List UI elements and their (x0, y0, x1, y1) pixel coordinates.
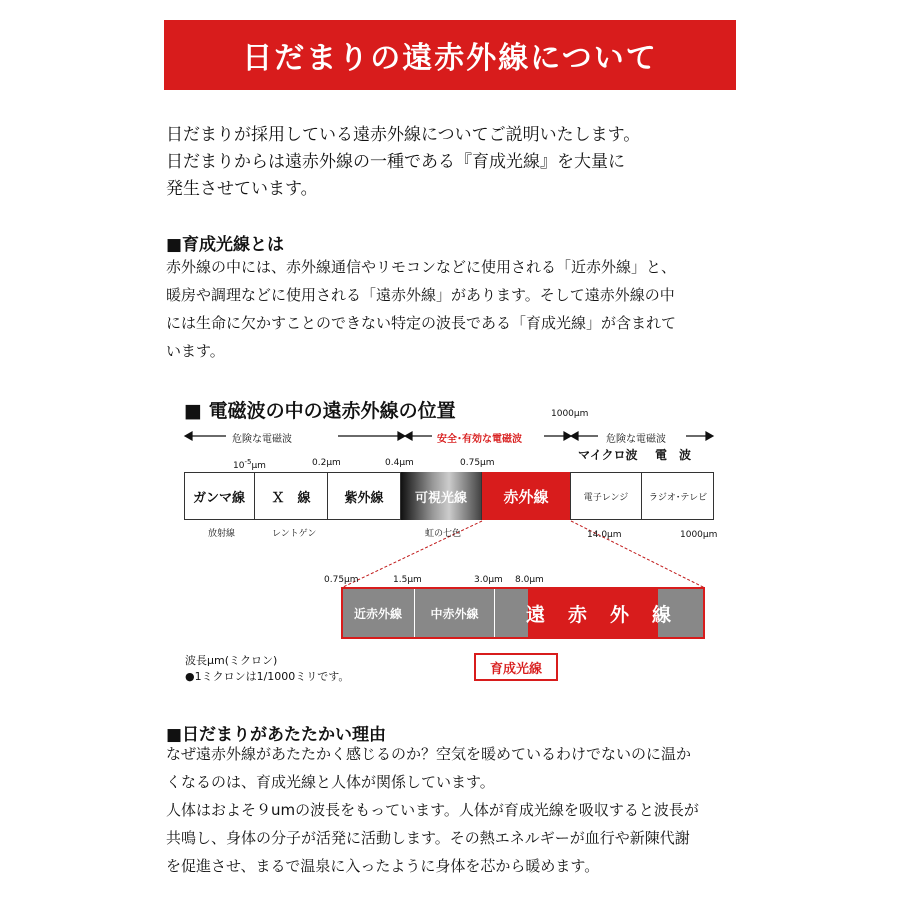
paragraph-line: くなるのは、育成光線と人体が関係しています。 (166, 773, 495, 791)
unit-note: 波長μm(ミクロン) (185, 654, 278, 667)
warmth-reason-paragraph (166, 740, 786, 880)
wavelength-0-4: 0.4μm (385, 458, 414, 468)
section-title-growth-rays: ■育成光線とは (166, 235, 285, 255)
band-xray: Ｘ 線 (255, 472, 328, 520)
intro-line: 日だまりからは遠赤外線の一種である『育成光線』を大量に (166, 152, 625, 172)
label-xray-photo: レントゲン (272, 529, 317, 539)
band-microwave-oven: 電子レンジ (571, 472, 642, 520)
paragraph-line: 赤外線の中には、赤外線通信やリモコンなどに使用される「近赤外線」と、 (166, 258, 677, 276)
band-mid-ir: 中赤外線 (414, 589, 495, 637)
micron-note: ●1ミクロンは1/1000ミリです。 (185, 670, 350, 683)
paragraph-line: 暖房や調理などに使用される「遠赤外線」があります。そして遠赤外線の中 (166, 286, 675, 304)
zoom-1-5: 1.5μm (393, 575, 422, 585)
paragraph-line: には生命に欠かすことのできない特定の波長である「育成光線」が含まれて (166, 314, 677, 332)
safe-em-label: 安全･有効な電磁波 (437, 434, 522, 445)
growth-rays-paragraph (166, 253, 676, 365)
zoom-3-0: 3.0μm (474, 575, 503, 585)
section-title-warmth-reason: ■日だまりがあたたかい理由 (166, 725, 387, 745)
growth-ray-badge (474, 653, 558, 681)
label-1000um-top: 1000μm (551, 409, 589, 419)
wavelength-1e-5: $10^{-5}\mu m$ (233, 458, 266, 471)
intro-line: 日だまりが採用している遠赤外線についてご説明いたします。 (166, 125, 641, 145)
diagram-title: ■ 電磁波の中の遠赤外線の位置 (184, 400, 456, 422)
dangerous-em-right: 危険な電磁波 (606, 434, 666, 445)
wavelength-0-2: 0.2μm (312, 458, 341, 468)
microwave-label: マイクロ波 (578, 448, 638, 462)
label-14um: 14.0μm (587, 530, 622, 540)
band-near-ir: 近赤外線 (343, 589, 413, 637)
band-uv: 紫外線 (328, 472, 401, 520)
paragraph-line: を促進させ、まるで温泉に入ったように身体を芯から暖めます。 (166, 857, 600, 875)
title-banner (164, 20, 736, 90)
label-radiation: 放射線 (208, 529, 236, 539)
zoom-0-75: 0.75μm (324, 575, 359, 585)
band-radio-tv: ラジオ･テレビ (648, 492, 708, 503)
intro-line: 発生させています。 (166, 179, 318, 199)
radio-wave-label: 電 波 (655, 448, 692, 462)
label-rainbow: 虹の七色 (425, 529, 462, 539)
paragraph-line: います。 (166, 342, 225, 360)
paragraph-line: なぜ遠赤外線があたたかく感じるのか？空気を暖めているわけでないのに温か (166, 745, 692, 763)
label-1000um: 1000μm (680, 530, 718, 540)
band-infrared: 赤外線 (482, 472, 571, 520)
paragraph-line: 共鳴し、身体の分子が活発に活動します。その熱エネルギーが血行や新陳代謝 (166, 829, 690, 847)
paragraph-line: 人体はおよそ９umの波長をもっています。人体が育成光線を吸収すると波長が (166, 801, 699, 819)
band-visible: 可視光線 (401, 472, 482, 520)
intro-paragraph (166, 122, 766, 203)
band-gamma: ガンマ線 (184, 472, 255, 520)
wavelength-0-75: 0.75μm (460, 458, 495, 468)
dangerous-em-left: 危険な電磁波 (232, 434, 292, 445)
band-far-ir: 遠 赤 外 線 (525, 603, 673, 626)
growth-ray-label: 育成光線 (489, 661, 542, 677)
zoom-8-0: 8.0μm (515, 575, 544, 585)
page-title: 日だまりの遠赤外線について (242, 41, 658, 76)
